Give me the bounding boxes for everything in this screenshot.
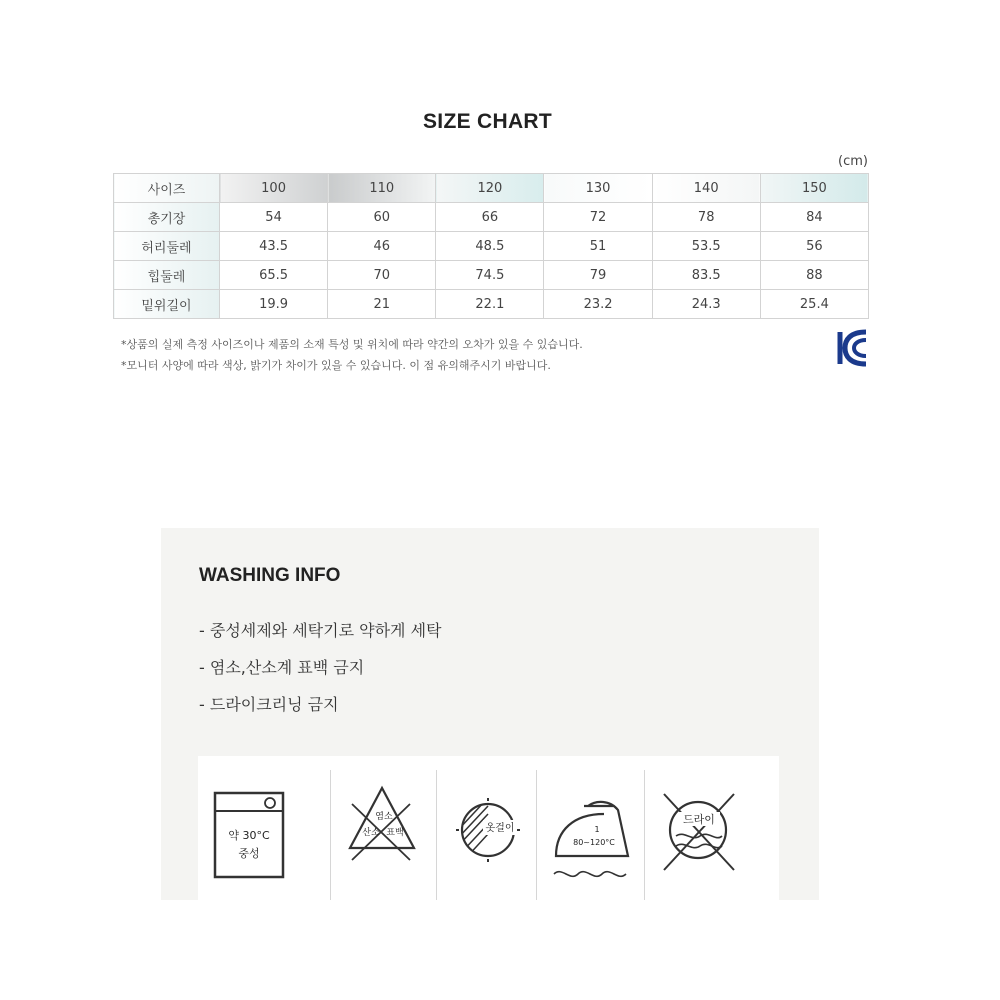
table-cell: 23.2: [544, 290, 652, 319]
table-cell: 22.1: [436, 290, 544, 319]
unit-label: (cm): [838, 154, 868, 169]
bleach-label: 표백: [386, 828, 404, 838]
wash-detergent-label: 중성: [238, 847, 260, 860]
table-cell: 84: [760, 203, 868, 232]
table-cell: 70: [328, 261, 436, 290]
size-col-120: 120: [436, 174, 544, 203]
no-dry-clean-icon: [652, 770, 758, 900]
row-label: 힙둘레: [114, 261, 220, 290]
table-cell: 54: [220, 203, 328, 232]
washing-info-title: WASHING INFO: [199, 565, 341, 586]
table-cell: 79: [544, 261, 652, 290]
size-chart-title: SIZE CHART: [423, 110, 552, 133]
size-col-140: 140: [652, 174, 760, 203]
table-cell: 43.5: [220, 232, 328, 261]
list-item: - 염소,산소계 표백 금지: [199, 658, 365, 677]
table-row: [114, 203, 869, 232]
size-col-130: 130: [544, 174, 652, 203]
row-label: 밑위길이: [114, 290, 220, 319]
row-label: 허리둘레: [114, 232, 220, 261]
divider: [330, 770, 331, 900]
care-symbols-strip: [198, 756, 779, 900]
table-cell: 72: [544, 203, 652, 232]
machine-wash-icon: [204, 770, 310, 900]
iron-level-label: 1: [594, 825, 600, 834]
washing-instructions: [199, 618, 442, 729]
table-cell: 21: [328, 290, 436, 319]
size-header-row: [114, 174, 869, 203]
size-header-label: 사이즈: [114, 174, 220, 203]
table-cell: 88: [760, 261, 868, 290]
divider: [644, 770, 645, 900]
table-cell: 65.5: [220, 261, 328, 290]
table-cell: 51: [544, 232, 652, 261]
row-label: 총기장: [114, 203, 220, 232]
table-row: [114, 261, 869, 290]
list-item: - 중성세제와 세탁기로 약하게 세탁: [199, 621, 442, 640]
kc-mark-icon: [836, 326, 868, 368]
bleach-chlorine-label: 염소: [375, 812, 393, 822]
note-line: *상품의 실제 측정 사이즈이나 제품의 소재 특성 및 위치에 따라 약간의 오차가 있을 수 있습니다.: [121, 338, 583, 351]
wash-temp-label: 약 30°C: [228, 829, 270, 842]
table-cell: 78: [652, 203, 760, 232]
hang-dry-icon: [444, 770, 550, 900]
note-line: *모니터 사양에 따라 색상, 밝기가 차이가 있을 수 있습니다. 이 점 유의해주시기 바랍니다.: [121, 359, 551, 372]
iron-icon: [544, 770, 650, 900]
size-table: [113, 173, 869, 319]
washing-info-panel: [161, 528, 819, 900]
size-col-150: 150: [760, 174, 868, 203]
divider: [536, 770, 537, 900]
dry-label: 드라이: [683, 813, 715, 826]
list-item: - 드라이크리닝 금지: [199, 695, 339, 714]
table-row: [114, 232, 869, 261]
table-cell: 56: [760, 232, 868, 261]
table-row: [114, 290, 869, 319]
table-cell: 74.5: [436, 261, 544, 290]
table-cell: 66: [436, 203, 544, 232]
table-cell: 83.5: [652, 261, 760, 290]
table-cell: 48.5: [436, 232, 544, 261]
hanger-label: 옷걸이: [485, 823, 515, 834]
divider: [436, 770, 437, 900]
bleach-oxygen-label: 산소: [362, 828, 380, 838]
size-col-100: 100: [220, 174, 328, 203]
no-bleach-icon: [338, 770, 444, 900]
size-notes: [121, 334, 583, 376]
table-cell: 19.9: [220, 290, 328, 319]
table-cell: 24.3: [652, 290, 760, 319]
table-cell: 46: [328, 232, 436, 261]
table-cell: 25.4: [760, 290, 868, 319]
table-cell: 60: [328, 203, 436, 232]
iron-temp-label: 80~120°C: [573, 838, 615, 847]
size-col-110: 110: [328, 174, 436, 203]
table-cell: 53.5: [652, 232, 760, 261]
